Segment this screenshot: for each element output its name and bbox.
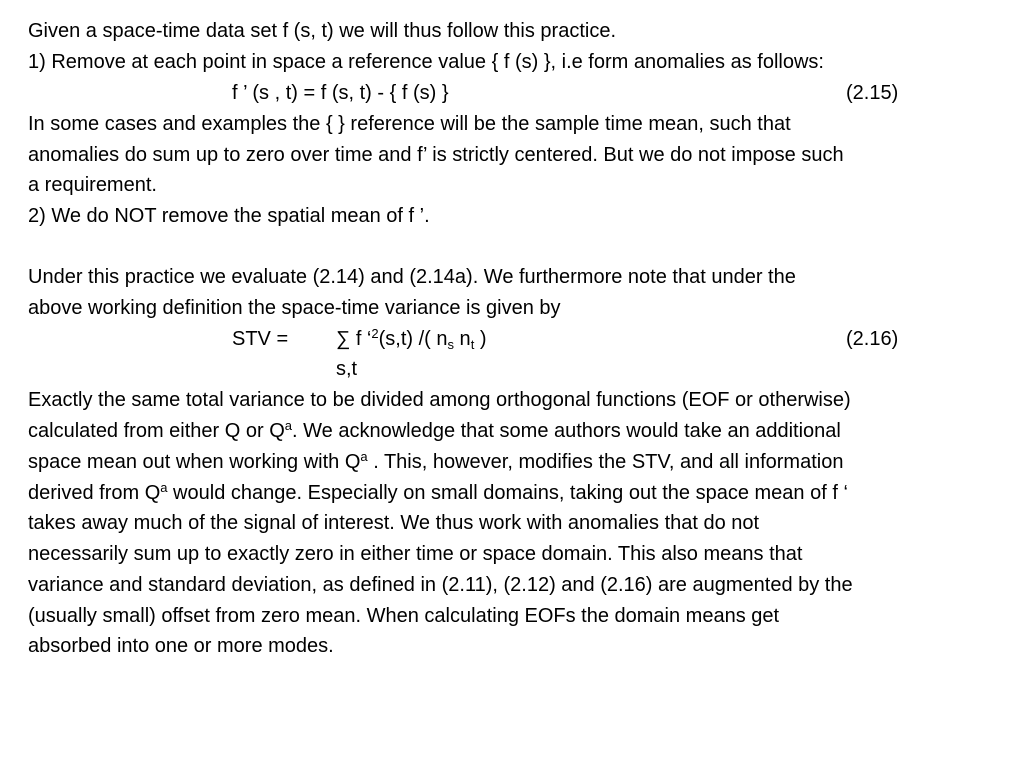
paragraph-2-line-1: In some cases and examples the { } reference will be the sample time mean, such that [28,113,791,135]
paragraph-3-line-1: Under this practice we evaluate (2.14) and (2.14a). We furthermore note that under the [28,266,796,288]
subscript-t: t [470,337,475,352]
text-run: space mean out when working with Q [28,451,361,473]
paragraph-4-line-4 [28,481,848,505]
text-run: . We acknowledge that some authors would take an additional [292,420,841,442]
superscript-a: a [160,480,168,495]
exponent-2: 2 [371,326,379,341]
text-run: would change. Especially on small domains, taking out the space mean of f ‘ [167,482,848,504]
paragraph-4-line-2 [28,419,841,443]
n-t-term: n [454,328,471,350]
equation-2-16-rhs [336,327,487,351]
paragraph-4-line-5: takes away much of the signal of interest. We thus work with anomalies that do not [28,512,760,534]
paragraph-4-line-7: variance and standard deviation, as defined in (2.11), (2.12) and (2.16) are augmented by the [28,574,853,596]
equation-2-16-number: (2.16) [846,328,899,350]
step-2-line: 2) We do NOT remove the spatial mean of f ’. [28,205,430,227]
superscript-a: a [360,449,368,464]
equation-2-15-number: (2.15) [846,82,899,104]
paragraph-2-line-2: anomalies do sum up to zero over time and f’ is strictly centered. But we do not impose such [28,144,844,166]
paragraph-2-line-3: a requirement. [28,174,157,196]
superscript-a: a [284,418,293,433]
paragraph-4-line-8: (usually small) offset from zero mean. When calculating EOFs the domain means get [28,605,780,627]
sum-symbol-term: ∑ f ‘ [336,328,372,350]
paragraph-4-line-1: Exactly the same total variance to be divided among orthogonal functions (EOF or otherwise) [28,389,851,411]
text-run: calculated from either Q or Q [28,420,285,442]
text-run: . This, however, modifies the STV, and all information [367,451,844,473]
step-1-line: 1) Remove at each point in space a reference value { f (s) }, i.e form anomalies as follows: [28,51,824,73]
summation-index: s,t [336,358,358,380]
text-run: derived from Q [28,482,161,504]
paragraph-3-line-2: above working definition the space-time variance is given by [28,297,561,319]
subscript-s: s [447,337,454,352]
equation-2-15-expression: f ’ (s , t) = f (s, t) - { f (s) } [232,82,449,104]
paragraph-4-line-3 [28,450,843,474]
equation-args: (s,t) /( n [378,328,448,350]
paragraph-4-line-6: necessarily sum up to exactly zero in either time or space domain. This also means that [28,543,803,565]
intro-line: Given a space-time data set f (s, t) we will thus follow this practice. [28,20,616,42]
equation-close: ) [474,328,487,350]
paragraph-4-line-9: absorbed into one or more modes. [28,635,334,657]
equation-2-16-lhs: STV = [232,328,289,350]
